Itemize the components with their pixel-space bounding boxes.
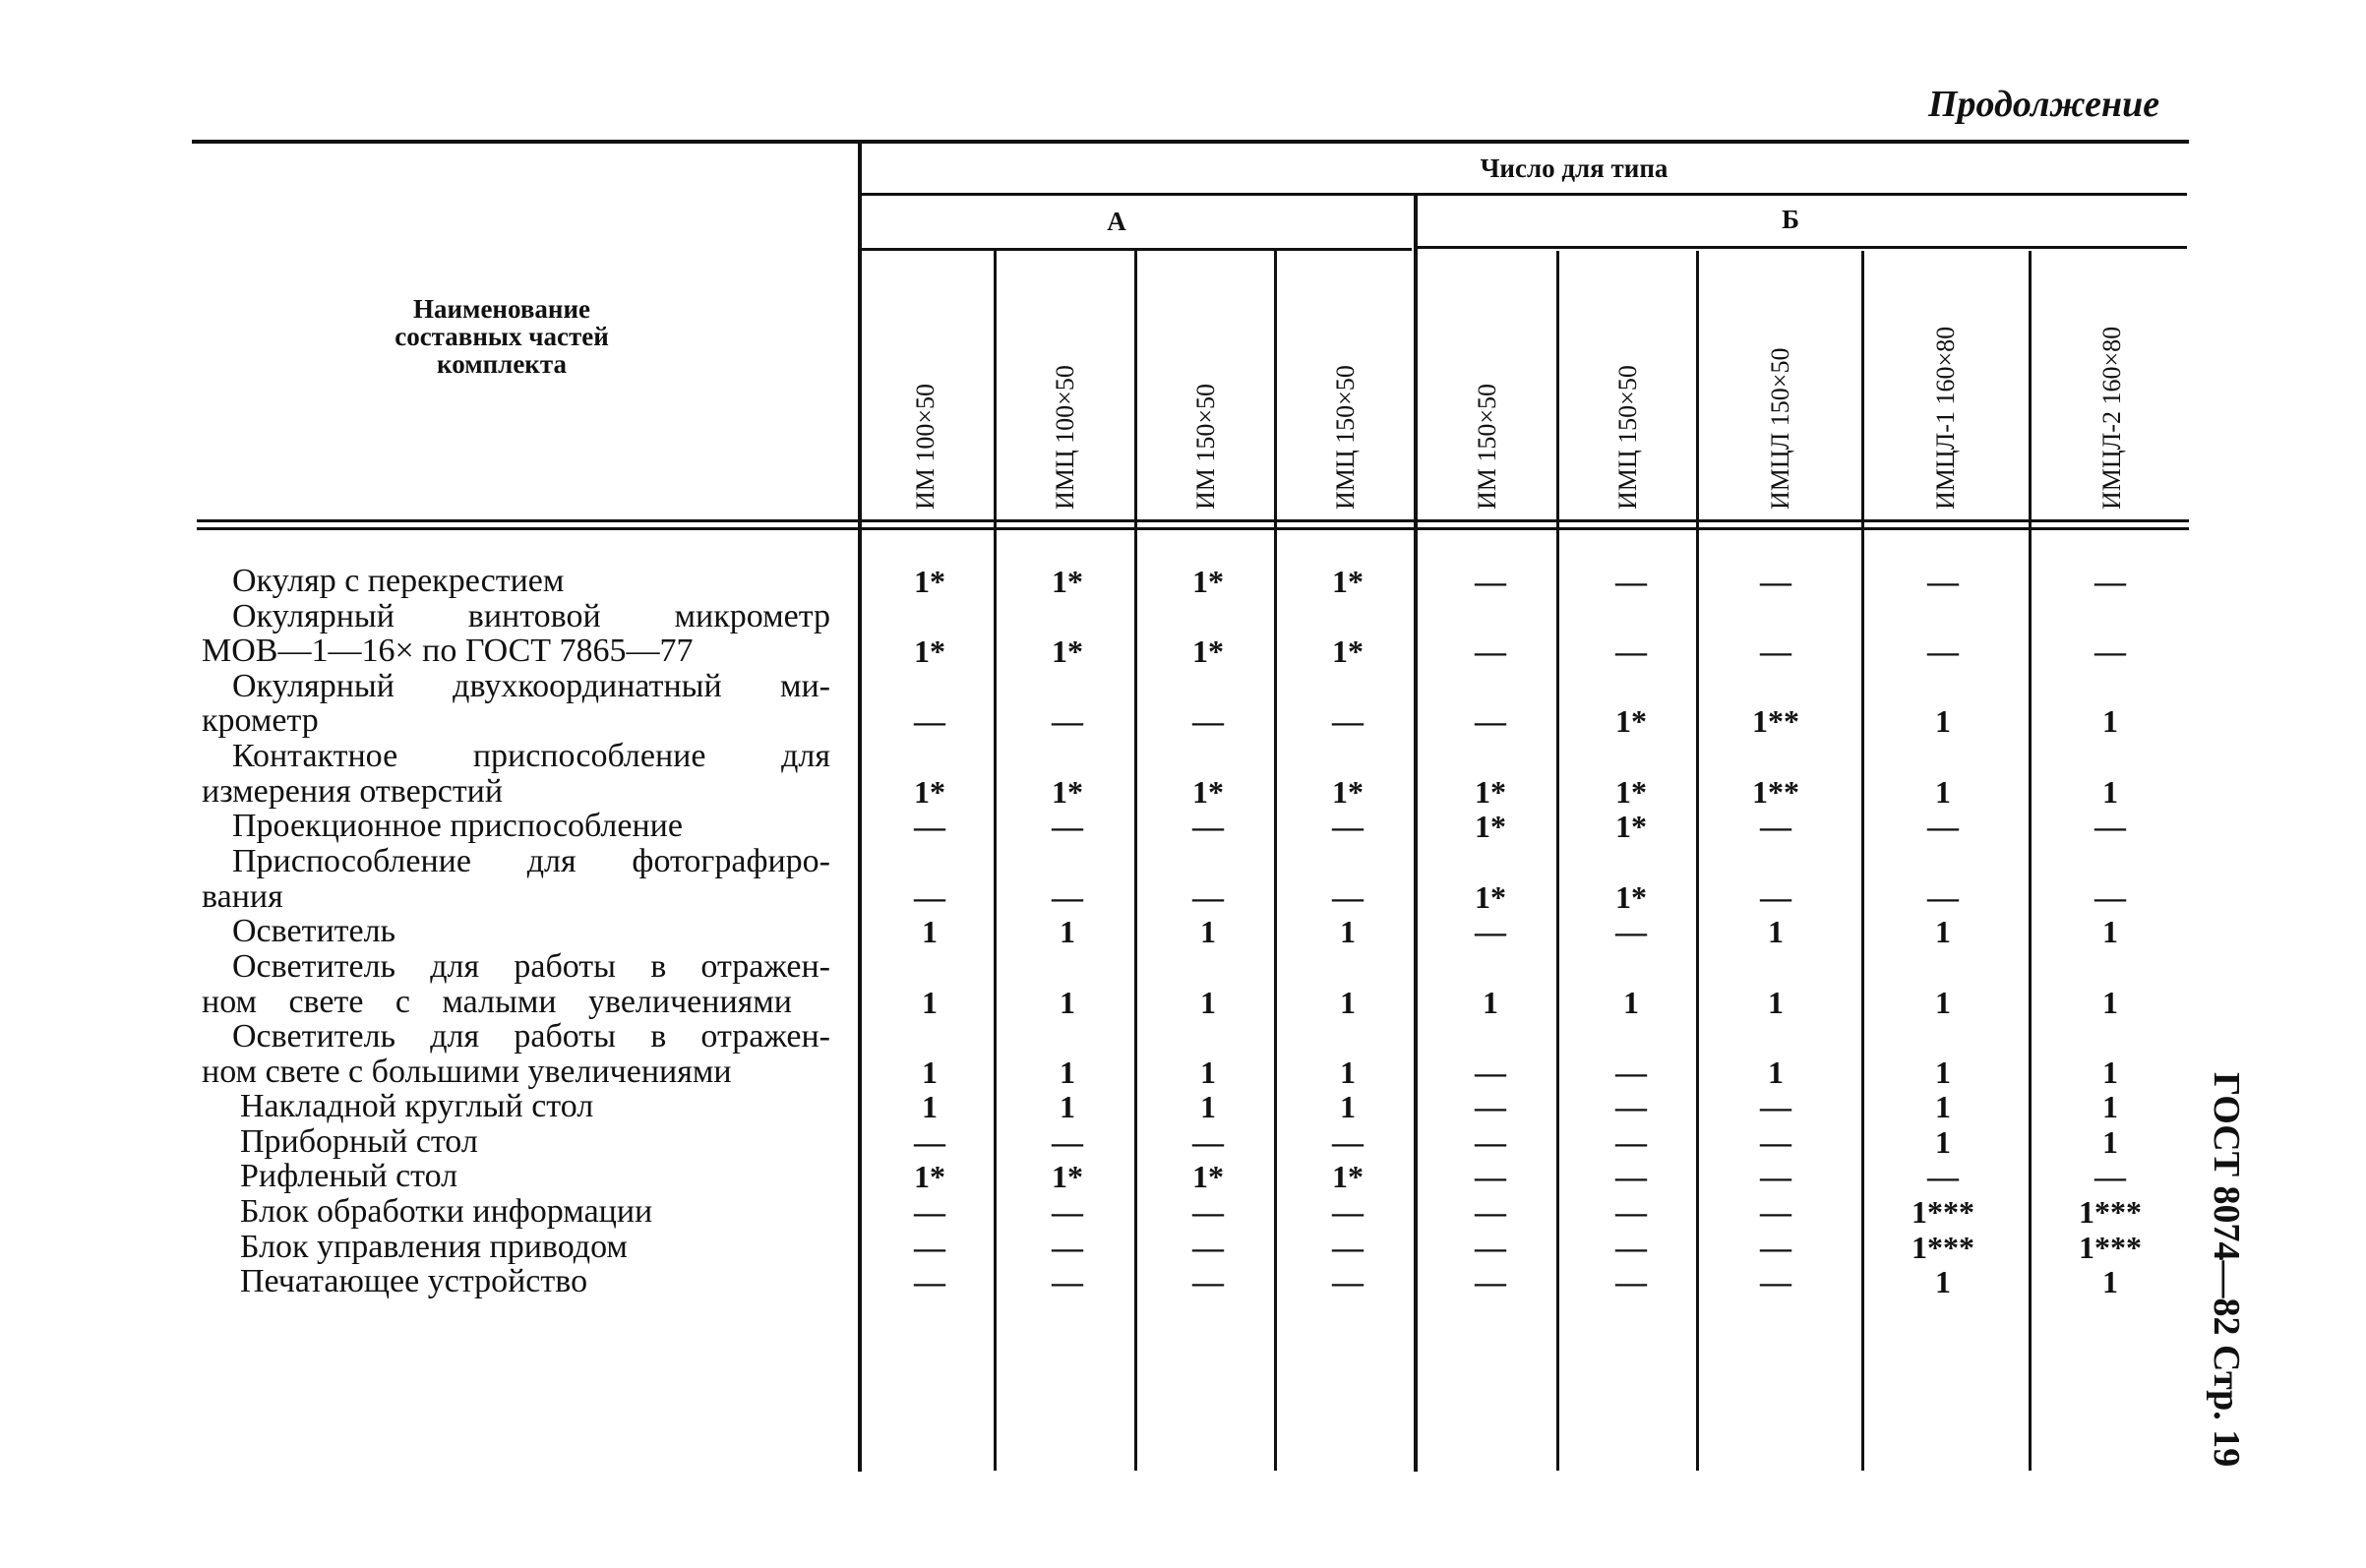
row-label: Окуляр с перекрестием xyxy=(232,563,565,599)
row-label: вания xyxy=(202,878,283,915)
column-header: ИМЦЛ-1 160×80 xyxy=(1931,326,1960,510)
table-cell: 1** xyxy=(1752,774,1799,810)
table-cell: — xyxy=(1927,809,1959,844)
table-cell: — xyxy=(1192,809,1224,844)
table-cell: — xyxy=(1475,1230,1506,1265)
table-cell: 1 xyxy=(1200,985,1216,1020)
row-label: Окулярный винтовой микрометр xyxy=(232,598,830,634)
row-label: Блок управления приводом xyxy=(240,1229,628,1265)
table-cell: — xyxy=(1192,1194,1224,1230)
table-cell: 1* xyxy=(1192,774,1224,810)
table-cell: 1*** xyxy=(2079,1194,2142,1230)
table-cell: — xyxy=(1052,1264,1083,1299)
table-cell: — xyxy=(1760,633,1791,669)
group-b-header: Б xyxy=(1782,205,1799,234)
table-cell: — xyxy=(1615,633,1647,669)
table-cell: 1 xyxy=(922,985,938,1020)
table-cell: 1* xyxy=(1475,879,1506,915)
table-top-rule xyxy=(192,140,2189,144)
table-cell: — xyxy=(1475,1194,1506,1230)
row-label: Приборный стол xyxy=(240,1123,478,1160)
col-divider-8 xyxy=(1861,251,1864,1471)
table-cell: — xyxy=(914,879,945,915)
table-cell: — xyxy=(1760,564,1791,599)
row-label: Осветитель для работы в отражен- xyxy=(232,1018,830,1055)
table-cell: 1 xyxy=(1340,1055,1356,1090)
table-cell: — xyxy=(914,1230,945,1265)
header-rule-2b xyxy=(1417,246,2187,249)
column-header: ИМЦЛ 150×50 xyxy=(1766,347,1794,510)
table-cell: — xyxy=(1615,564,1647,599)
table-cell: — xyxy=(2094,809,2126,844)
row-label: Рифленый стол xyxy=(240,1158,458,1194)
table-cell: — xyxy=(1927,1159,1959,1194)
table-cell: — xyxy=(2094,1159,2126,1194)
table-cell: — xyxy=(1332,809,1364,844)
table-cell: — xyxy=(1615,1124,1647,1160)
table-cell: 1 xyxy=(2102,1055,2118,1090)
table-cell: — xyxy=(1192,879,1224,915)
table-cell: 1* xyxy=(914,564,945,599)
table-cell: 1 xyxy=(922,914,938,949)
table-cell: — xyxy=(1760,879,1791,915)
table-cell: 1 xyxy=(1935,1055,1951,1090)
table-cell: 1* xyxy=(1192,1159,1224,1194)
table-cell: 1* xyxy=(1052,774,1083,810)
table-cell: 1 xyxy=(1935,1124,1951,1160)
table-cell: — xyxy=(1615,1159,1647,1194)
table-cell: — xyxy=(1760,1194,1791,1230)
group-a-header: А xyxy=(1107,207,1126,236)
row-label: ном свете с малыми увеличениями xyxy=(202,984,792,1020)
table-cell: 1* xyxy=(1332,1159,1364,1194)
table-cell: 1 xyxy=(1768,1055,1784,1090)
column-header: ИМ 150×50 xyxy=(1473,383,1501,510)
table-cell: — xyxy=(1332,1230,1364,1265)
table-cell: 1 xyxy=(1340,985,1356,1020)
row-label: Контактное приспособление для xyxy=(232,738,830,774)
table-cell: 1 xyxy=(1200,1055,1216,1090)
column-header: ИМЦ 100×50 xyxy=(1051,365,1079,510)
table-cell: — xyxy=(1760,809,1791,844)
table-cell: 1* xyxy=(1615,879,1647,915)
row-label: Осветитель для работы в отражен- xyxy=(232,948,830,985)
row-label: ном свете с большими увеличениями xyxy=(202,1054,732,1090)
header-bottom-rule-2 xyxy=(197,527,2189,530)
column-header: ИМ 100×50 xyxy=(911,383,940,510)
table-cell: 1* xyxy=(1615,809,1647,844)
table-cell: 1 xyxy=(1060,985,1075,1020)
table-cell: — xyxy=(1052,703,1083,739)
table-cell: — xyxy=(1615,914,1647,949)
table-cell: 1 xyxy=(1935,1089,1951,1124)
table-cell: — xyxy=(1192,703,1224,739)
table-cell: 1 xyxy=(2102,1264,2118,1299)
side-running-label: ГОСТ 8074—82 Стр. 19 xyxy=(2206,1072,2247,1468)
table-cell: — xyxy=(1760,1124,1791,1160)
name-header-line: комплекта xyxy=(437,349,567,379)
table-cell: — xyxy=(914,703,945,739)
table-cell: 1 xyxy=(1768,914,1784,949)
table-cell: 1*** xyxy=(2079,1230,2142,1265)
table-cell: 1* xyxy=(1192,633,1224,669)
table-cell: 1* xyxy=(1475,774,1506,810)
table-cell: — xyxy=(1475,1159,1506,1194)
table-cell: 1 xyxy=(1200,914,1216,949)
table-cell: — xyxy=(2094,879,2126,915)
table-cell: — xyxy=(1475,1264,1506,1299)
table-cell: — xyxy=(1332,703,1364,739)
table-cell: 1 xyxy=(1623,985,1639,1020)
table-cell: 1 xyxy=(1768,985,1784,1020)
table-cell: 1 xyxy=(1340,914,1356,949)
table-cell: — xyxy=(1052,879,1083,915)
group-divider xyxy=(1414,195,1418,1472)
table-cell: — xyxy=(1052,1194,1083,1230)
table-cell: — xyxy=(1052,1124,1083,1160)
col-divider-9 xyxy=(2029,251,2032,1471)
table-cell: 1 xyxy=(922,1089,938,1124)
row-label: Окулярный двухкоординатный ми- xyxy=(232,668,830,704)
table-cell: 1* xyxy=(1615,703,1647,739)
table-cell: — xyxy=(1475,1124,1506,1160)
table-cell: 1* xyxy=(1615,774,1647,810)
table-cell: — xyxy=(1332,879,1364,915)
table-cell: 1 xyxy=(2102,1089,2118,1124)
table-cell: 1 xyxy=(2102,985,2118,1020)
column-header: ИМЦЛ-2 160×80 xyxy=(2097,326,2126,510)
table-cell: — xyxy=(914,1264,945,1299)
table-cell: — xyxy=(1192,1124,1224,1160)
row-label: Накладной круглый стол xyxy=(240,1088,594,1124)
table-cell: 1 xyxy=(1935,914,1951,949)
table-cell: — xyxy=(914,1124,945,1160)
table-cell: — xyxy=(1615,1089,1647,1124)
table-cell: — xyxy=(1615,1194,1647,1230)
table-cell: — xyxy=(1475,1089,1506,1124)
table-cell: — xyxy=(1475,703,1506,739)
row-label: Осветитель xyxy=(232,913,396,949)
table-cell: 1* xyxy=(914,774,945,810)
table-cell: — xyxy=(1760,1159,1791,1194)
table-cell: — xyxy=(1760,1230,1791,1265)
table-cell: 1* xyxy=(1052,633,1083,669)
number-for-type-header: Число для типа xyxy=(1480,153,1668,183)
row-label: Блок обработки информации xyxy=(240,1193,653,1230)
table-cell: 1 xyxy=(1060,914,1075,949)
table-cell: — xyxy=(1332,1124,1364,1160)
table-cell: 1* xyxy=(914,1159,945,1194)
col-divider-7 xyxy=(1696,251,1699,1471)
header-bottom-rule-1 xyxy=(197,519,2189,522)
table-cell: — xyxy=(1332,1194,1364,1230)
table-cell: 1* xyxy=(1332,774,1364,810)
continuation-label: Продолжение xyxy=(1928,84,2160,125)
table-cell: — xyxy=(2094,633,2126,669)
table-cell: — xyxy=(1192,1264,1224,1299)
table-cell: — xyxy=(1760,1264,1791,1299)
table-cell: 1* xyxy=(1332,564,1364,599)
table-cell: 1 xyxy=(1935,774,1951,810)
table-cell: — xyxy=(914,1194,945,1230)
table-cell: 1* xyxy=(914,633,945,669)
table-cell: — xyxy=(1192,1230,1224,1265)
col-divider-6 xyxy=(1556,251,1559,1471)
table-cell: — xyxy=(2094,564,2126,599)
row-label: Печатающее устройство xyxy=(240,1263,588,1299)
name-column-divider xyxy=(858,144,862,1472)
col-divider-4 xyxy=(1274,251,1277,1471)
table-cell: — xyxy=(1615,1055,1647,1090)
table-cell: 1 xyxy=(2102,914,2118,949)
table-cell: 1*** xyxy=(1911,1230,1974,1265)
table-cell: — xyxy=(1475,564,1506,599)
table-cell: — xyxy=(1052,1230,1083,1265)
row-label: МОВ—1—16× по ГОСТ 7865—77 xyxy=(202,633,694,669)
table-cell: 1 xyxy=(2102,1124,2118,1160)
table-cell: — xyxy=(1615,1264,1647,1299)
row-label: Приспособление для фотографиро- xyxy=(232,843,830,879)
col-divider-3 xyxy=(1134,251,1137,1471)
table-cell: 1 xyxy=(1935,985,1951,1020)
column-header: ИМ 150×50 xyxy=(1191,383,1220,510)
table-cell: 1 xyxy=(1340,1089,1356,1124)
row-label: измерения отверстий xyxy=(202,773,504,810)
table-cell: — xyxy=(914,809,945,844)
table-cell: 1 xyxy=(922,1055,938,1090)
name-header-line: Наименование xyxy=(413,294,590,324)
table-cell: — xyxy=(1927,564,1959,599)
table-cell: 1*** xyxy=(1911,1194,1974,1230)
table-cell: 1 xyxy=(1935,1264,1951,1299)
table-cell: 1 xyxy=(1200,1089,1216,1124)
table-cell: 1* xyxy=(1192,564,1224,599)
table-cell: 1 xyxy=(1060,1055,1075,1090)
table-cell: 1 xyxy=(1483,985,1498,1020)
table-cell: — xyxy=(1760,1089,1791,1124)
table-cell: — xyxy=(1927,879,1959,915)
name-header-line: составных частей xyxy=(394,322,609,351)
table-cell: 1 xyxy=(1935,703,1951,739)
column-header: ИМЦ 150×50 xyxy=(1613,365,1642,510)
table-cell: — xyxy=(1475,1055,1506,1090)
header-rule-1 xyxy=(861,193,2187,196)
column-header: ИМЦ 150×50 xyxy=(1331,365,1360,510)
table-cell: 1* xyxy=(1052,564,1083,599)
name-column-header xyxy=(325,295,679,378)
table-cell: — xyxy=(1475,633,1506,669)
table-cell: 1** xyxy=(1752,703,1799,739)
table-cell: — xyxy=(1475,914,1506,949)
table-cell: 1* xyxy=(1052,1159,1083,1194)
row-label: Проекционное приспособление xyxy=(232,808,683,844)
table-cell: 1* xyxy=(1475,809,1506,844)
table-cell: — xyxy=(1615,1230,1647,1265)
table-cell: — xyxy=(1332,1264,1364,1299)
table-cell: 1 xyxy=(2102,774,2118,810)
col-divider-2 xyxy=(994,251,997,1471)
table-cell: — xyxy=(1052,809,1083,844)
table-cell: 1* xyxy=(1332,633,1364,669)
row-label: крометр xyxy=(202,702,319,739)
table-cell: 1 xyxy=(1060,1089,1075,1124)
table-cell: — xyxy=(1927,633,1959,669)
table-cell: 1 xyxy=(2102,703,2118,739)
